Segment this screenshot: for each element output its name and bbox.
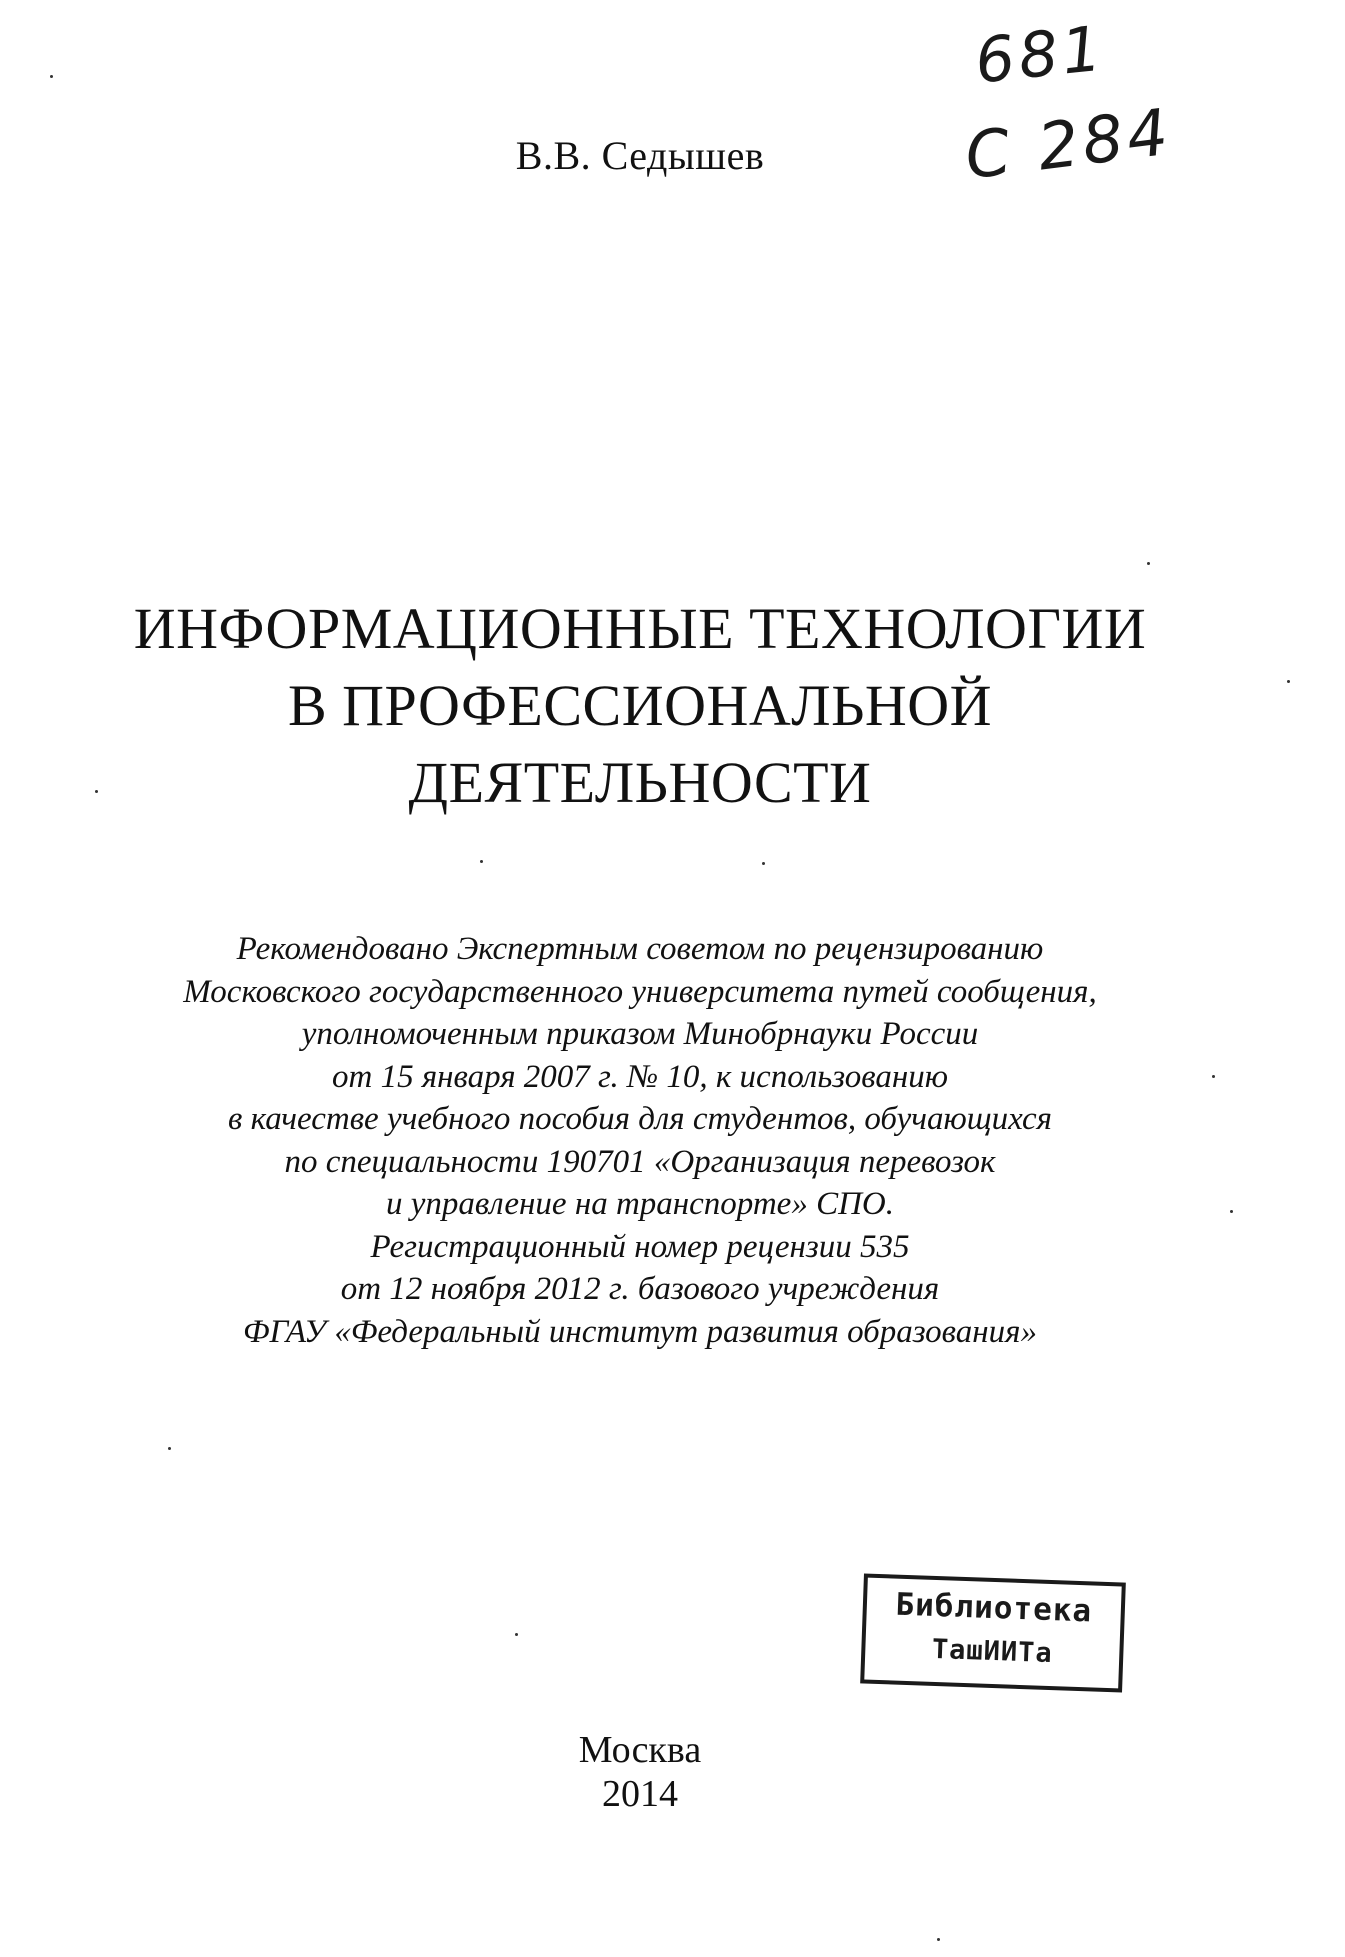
scan-speck [1212, 1075, 1215, 1078]
recommendation-line: Регистрационный номер рецензии 535 [370, 1228, 910, 1265]
recommendation-text [0, 928, 1280, 1353]
recommendation-line: от 15 января 2007 г. № 10, к использованию [332, 1058, 948, 1095]
call-number-line2: С 284 [961, 95, 1176, 195]
library-stamp-line2: ТашИИТа [931, 1633, 1054, 1670]
scan-speck [480, 860, 483, 863]
library-stamp-line1: Библиотека [894, 1586, 1093, 1630]
scan-speck [762, 862, 765, 865]
recommendation-line: ФГАУ «Федеральный институт развития образования» [243, 1313, 1037, 1350]
scan-speck [937, 1938, 940, 1941]
recommendation-line: от 12 ноября 2012 г. базового учреждения [340, 1271, 940, 1307]
call-number-line1: 681 [971, 11, 1109, 98]
recommendation-line: по специальности 190701 «Организация перевозок [284, 1143, 996, 1180]
scan-speck [50, 75, 53, 78]
recommendation-line: Рекомендовано Экспертным советом по рецензированию [236, 931, 1044, 967]
recommendation-line: Московского государственного университета путей сообщения, [183, 973, 1097, 1010]
scan-speck [1147, 562, 1150, 565]
author-name: В.В. Седышев [515, 133, 765, 178]
book-title-line: В ПРОФЕССИОНАЛЬНОЙ [287, 673, 993, 738]
scan-speck [1230, 1210, 1233, 1213]
recommendation-line: и управление на транспорте» СПО. [385, 1186, 895, 1222]
imprint [0, 1728, 1280, 1816]
library-stamp [860, 1573, 1126, 1692]
recommendation-line: в качестве учебного пособия для студентов, обучающихся [228, 1101, 1052, 1137]
book-title-line: ДЕЯТЕЛЬНОСТИ [408, 750, 872, 815]
book-title [0, 590, 1280, 821]
imprint-city: Москва [578, 1729, 702, 1771]
scan-speck [95, 790, 98, 793]
imprint-year: 2014 [602, 1773, 678, 1815]
book-title-line: ИНФОРМАЦИОННЫЕ ТЕХНОЛОГИИ [133, 596, 1147, 661]
scan-speck [1287, 680, 1290, 683]
scan-speck [168, 1447, 171, 1450]
recommendation-line: уполномоченным приказом Минобрнауки России [301, 1016, 979, 1052]
scan-speck [515, 1633, 518, 1636]
